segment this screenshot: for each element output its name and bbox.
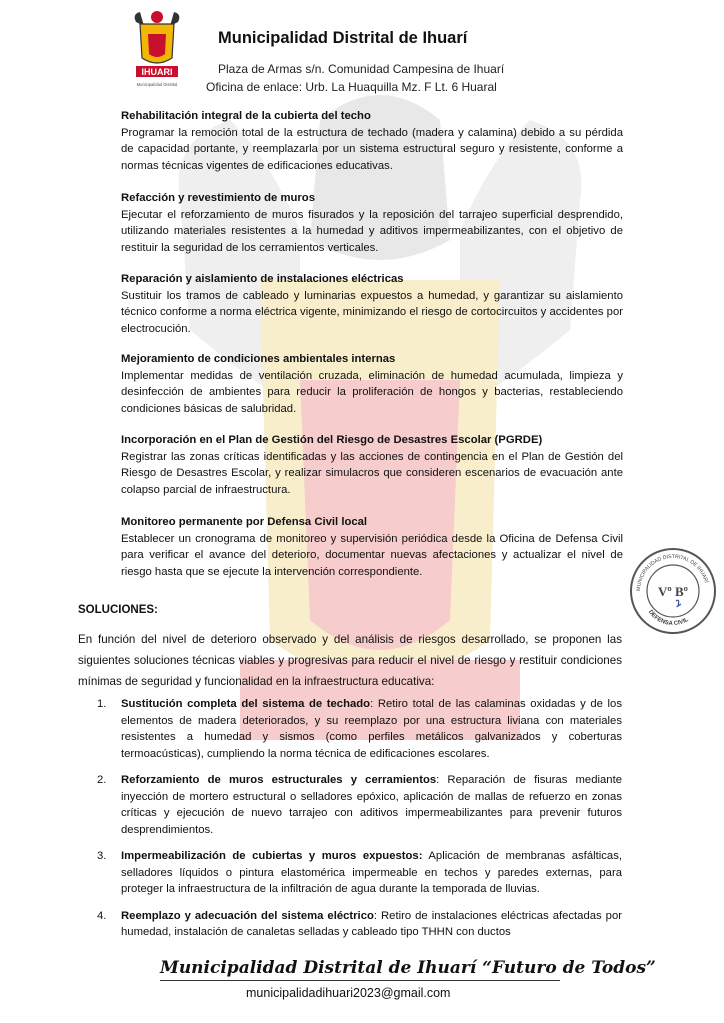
list-item-body: : Retiro de instalaciones eléctricas afectadas por humedad, instalación de canaletas selladas y cableado tipo THHN con ductos	[121, 909, 622, 938]
municipality-logo	[130, 8, 184, 92]
approval-stamp	[628, 546, 718, 636]
list-item	[97, 848, 622, 898]
list-item-body: Aplicación de membranas asfálticas, selladores líquidos o pintura elastomérica impermeable en techos y paredes externas, para proteger la infraestructura de la infiltración de agua durante la temporada de lluvias.	[121, 850, 622, 895]
svg-text:DEFENSA CIVIL	[647, 609, 690, 627]
section-title: Incorporación en el Plan de Gestión del Riesgo de Desastres Escolar (PGRDE)	[121, 434, 543, 446]
section-walls	[121, 190, 623, 256]
header-address: Plaza de Armas s/n. Comunidad Campesina de Ihuarí	[218, 62, 505, 76]
section-body: Sustituir los tramos de cableado y luminarias expuestos a humedad, y garantizar su aislamiento técnico conforme a norma eléctrica vigente, minimizando el riesgo de cortocircuitos y accidentes por electrocución.	[121, 289, 623, 335]
footer-email: municipalidadihuari2023@gmail.com	[246, 986, 451, 1000]
section-body: Establecer un cronograma de monitoreo y supervisión periódica desde la Oficina de Defensa Civil para verificar el avance del deterioro, documentar nuevas afectaciones y actualizar el nivel de riesgo hasta que se ejecute la intervención correspondiente.	[121, 532, 623, 578]
list-item-title: Reemplazo y adecuación del sistema eléctrico	[121, 909, 374, 922]
section-title: Reparación y aislamiento de instalaciones eléctricas	[121, 273, 404, 285]
section-title: Rehabilitación integral de la cubierta del techo	[121, 110, 371, 122]
section-roof	[121, 108, 623, 174]
stamp-bottom-text: DEFENSA CIVIL	[646, 609, 690, 628]
stamp-ring-text: MUNICIPALIDAD DISTRITAL DE IHUARÍ	[635, 553, 709, 592]
list-item-title: Impermeabilización de cubiertas y muros expuestos:	[121, 850, 423, 862]
footer-divider	[160, 980, 560, 981]
section-pgrde	[121, 432, 623, 498]
header-title: Municipalidad Distrital de Ihuarí	[218, 29, 468, 47]
section-title: Mejoramiento de condiciones ambientales internas	[121, 353, 396, 365]
list-item-title: Reforzamiento de muros estructurales y cerramientos	[121, 774, 437, 786]
list-item-title: Sustitución completa del sistema de techado	[121, 698, 371, 710]
section-body: Registrar las zonas críticas identificadas y las acciones de contingencia en el Plan de Gestión del Riesgo de Desastres Escolar, y realizar simulacros que consideren escenarios de evacuación ante colapso parcial de infraestructura.	[121, 450, 623, 496]
list-number: 2.	[97, 774, 107, 786]
section-electrical	[121, 271, 623, 337]
logo-text: IHUARI	[141, 67, 173, 77]
section-body: Ejecutar el reforzamiento de muros fisurados y la reposición del tarrajeo superficial desprendido, utilizando materiales resistentes a la humedad y aditivos impermeabilizantes, con el objetivo de restituir la seguridad de los cerramientos verticales.	[121, 208, 623, 254]
section-title: Monitoreo permanente por Defensa Civil local	[121, 516, 368, 528]
section-environment	[121, 351, 623, 417]
list-item	[97, 696, 622, 762]
header-liaison-office: Oficina de enlace: Urb. La Huaquilla Mz. F Lt. 6 Huaral	[206, 80, 497, 94]
list-number: 1.	[97, 698, 107, 710]
section-body: Programar la remoción total de la estructura de techado (madera y calamina) debido a su pérdida de capacidad portante, y reemplazarla por un sistema estructural seguro y resistente, conforme a normas técnicas vigentes de edificaciones educativas.	[121, 126, 623, 172]
solutions-intro: En función del nivel de deterioro observado y del análisis de riesgos desarrollado, se proponen las siguientes soluciones técnicas viables y progresivas para reducir el nivel de riesgo y restituir condiciones mínimas de seguridad y funcionalidad en la infraestructura educativa:	[78, 633, 622, 688]
stamp-center-text: Vº Bº	[658, 584, 688, 599]
list-number: 4.	[97, 909, 107, 922]
list-item	[97, 772, 622, 838]
footer-slogan: Municipalidad Distrital de Ihuarí “Futuro de Todos”	[160, 958, 656, 978]
section-title: Refacción y revestimiento de muros	[121, 192, 315, 204]
list-number: 3.	[97, 850, 107, 862]
solutions-list	[97, 696, 622, 951]
solutions-heading: SOLUCIONES:	[78, 604, 158, 616]
list-item-body: : Reparación de fisuras mediante inyección de mortero estructural o selladores epóxico, aplicación de mallas de refuerzo en zonas críticas y ejecución de nuevo tarrajeo con aditivos impermeabilizantes para prevenir futuros desprendimientos.	[121, 774, 622, 836]
list-item	[97, 908, 622, 941]
section-body: Implementar medidas de ventilación cruzada, eliminación de humedad acumulada, limpieza y desinfección de ambientes para reducir la proliferación de hongos y bacterias, restableciendo condiciones básicas de salubridad.	[121, 369, 623, 415]
logo-subtext: Municipalidad Distrital	[136, 82, 178, 87]
stamp-signature	[676, 600, 681, 606]
section-civil-defense	[121, 514, 623, 580]
list-item-body: : Retiro total de las calaminas oxidadas y de los elementos de madera deteriorados, y su reemplazo por una estructura liviana con materiales resistentes a humedad y sismos (como perfiles metálicos galvanizados y coberturas termoacústicas), cumpliendo la norma técnica de edificaciones escolares.	[121, 698, 622, 760]
